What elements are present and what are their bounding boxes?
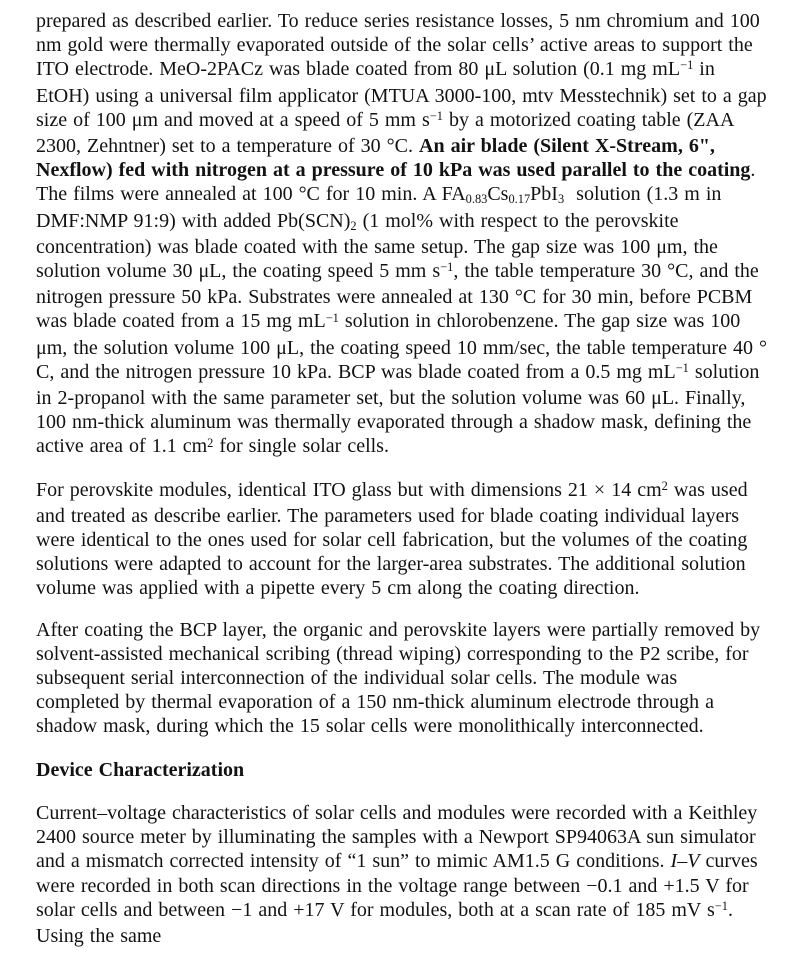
text-segment: .	[727, 898, 733, 921]
text-line	[36, 209, 774, 235]
text-segment: solution volume 30 μL, the coating speed 5 mm s	[36, 260, 441, 283]
text-line	[36, 235, 774, 259]
text-segment: (1 mol% with respect to the perovskite	[356, 209, 679, 232]
text-line	[36, 285, 774, 309]
text-line	[36, 9, 774, 33]
text-segment: in 2-propanol with the same parameter set, but the solution volume was 60 μL. Finally,	[36, 387, 746, 410]
paragraph	[36, 9, 774, 461]
text-segment: were recorded in both scan directions in the voltage range between −0.1 and +1.5 V for	[36, 874, 749, 897]
paragraph	[36, 801, 774, 948]
text-segment: and treated as describe earlier. The parameters used for blade coating individual layers	[36, 504, 740, 527]
text-line	[36, 714, 774, 738]
text-segment: −1	[714, 898, 728, 913]
text-line	[36, 874, 774, 898]
text-segment: , the table temperature 30 °C, and the	[453, 260, 759, 283]
text-line	[36, 386, 774, 410]
text-segment: concentration) was blade coated with the same setup. The gap size was 100 μm, the	[36, 235, 718, 258]
text-segment: was blade coated from a 15 mg mL	[36, 310, 326, 333]
text-segment: Using the same	[36, 924, 162, 947]
text-segment: by a motorized coating table (ZAA	[442, 108, 735, 131]
text-segment: μm, the solution volume 100 μL, the coating speed 10 mm/sec, the table temperature 40 °	[36, 336, 767, 359]
text-segment: and a mismatch corrected intensity of “1 sun” to mimic AM1.5 G conditions.	[36, 850, 671, 873]
text-line	[36, 336, 774, 360]
text-segment: PbI	[530, 183, 558, 206]
text-segment: curves	[699, 850, 758, 873]
text-segment: 2300, Zehntner) set to a temperature of 30 °C.	[36, 135, 419, 158]
text-segment: volume was applied with a pipette every 5 cm along the coating direction.	[36, 577, 640, 600]
text-segment: was used	[667, 478, 748, 501]
text-segment: shadow mask, during which the 15 solar cells were monolithically interconnected.	[36, 715, 704, 738]
text-line	[36, 690, 774, 714]
text-segment: for single solar cells.	[213, 435, 389, 458]
text-segment: subsequent serial interconnection of the individual solar cells. The module was	[36, 667, 678, 690]
text-line	[36, 134, 774, 158]
text-line	[36, 478, 774, 504]
text-segment: Device Characterization	[36, 758, 245, 781]
text-segment: were identical to the ones used for solar cell fabrication, but the volumes of the coating	[36, 529, 748, 552]
text-segment: active area of 1.1 cm	[36, 435, 208, 458]
text-segment: −1	[680, 58, 694, 73]
text-line	[36, 33, 774, 57]
text-segment: 100 nm-thick aluminum was thermally evaporated through a shadow mask, defining the	[36, 411, 752, 434]
text-segment: solvent-assisted mechanical scribing (thread wiping) corresponding to the P2 scribe, for	[36, 642, 749, 665]
text-line	[36, 825, 774, 849]
text-segment: Nexflow) fed with nitrogen at a pressure of 10 kPa was used parallel to the coating	[36, 159, 751, 182]
text-segment: completed by thermal evaporation of a 150 nm-thick aluminum electrode through a	[36, 691, 715, 714]
text-line	[36, 898, 774, 924]
text-segment: After coating the BCP layer, the organic and perovskite layers were partially removed by	[36, 618, 761, 641]
text-line	[36, 528, 774, 552]
text-line	[36, 182, 774, 208]
text-segment: nm gold were thermally evaporated outside of the solar cells’ active areas to support the	[36, 34, 753, 57]
section-heading	[36, 758, 774, 782]
text-segment: An air blade (Silent X-Stream, 6",	[419, 135, 715, 158]
text-segment: C, and the nitrogen pressure 10 kPa. BCP was blade coated from a 0.5 mg mL	[36, 360, 676, 383]
text-line	[36, 666, 774, 690]
text-segment: −1	[440, 260, 454, 275]
text-segment: solutions were adapted to account for the larger-area substrates. The additional solution	[36, 553, 746, 576]
text-segment: Current–voltage characteristics of solar cells and modules were recorded with a Keithley	[36, 801, 758, 824]
text-segment: −1	[675, 360, 689, 375]
text-line	[36, 434, 774, 460]
text-line	[36, 84, 774, 108]
text-line	[36, 360, 774, 386]
text-segment: I–V	[670, 850, 700, 873]
text-line	[36, 642, 774, 666]
text-segment: 2	[207, 435, 214, 450]
text-line	[36, 410, 774, 434]
text-line	[36, 924, 774, 948]
text-segment: solution in chlorobenzene. The gap size was 100	[338, 310, 741, 333]
text-line	[36, 801, 774, 825]
text-segment: nitrogen pressure 50 kPa. Substrates were annealed at 130 °C for 30 min, before PCBM	[36, 286, 753, 309]
text-segment: −1	[325, 310, 339, 325]
text-line	[36, 309, 774, 335]
text-line	[36, 758, 774, 782]
text-segment: size of 100 μm and moved at a speed of 5 mm s	[36, 108, 430, 131]
text-segment: For perovskite modules, identical ITO glass but with dimensions 21 × 14 cm	[36, 478, 662, 501]
text-segment: 2400 source meter by illuminating the samples with a Newport SP94063A sun simulator	[36, 826, 756, 849]
paragraph	[36, 478, 774, 601]
text-line	[36, 108, 774, 134]
text-line	[36, 158, 774, 182]
text-line	[36, 504, 774, 528]
text-line	[36, 259, 774, 285]
text-segment: 0.17	[508, 192, 531, 207]
paragraph	[36, 618, 774, 739]
text-segment: −1	[429, 108, 443, 123]
text-segment: solution (1.3 m in	[564, 183, 722, 206]
text-segment: in	[693, 58, 715, 81]
text-segment: DMF:NMP 91:9) with added Pb(SCN)	[36, 209, 351, 232]
text-line	[36, 849, 774, 873]
text-segment: EtOH) using a universal film applicator (MTUA 3000-100, mtv Messtechnik) set to a gap	[36, 84, 767, 107]
text-line	[36, 57, 774, 83]
text-segment: 2	[350, 218, 357, 233]
text-segment: ITO electrode. MeO-2PACz was blade coated from 80 μL solution (0.1 mg mL	[36, 58, 681, 81]
text-segment: Cs	[487, 183, 509, 206]
text-line	[36, 552, 774, 576]
document-content	[36, 9, 774, 948]
text-line	[36, 576, 774, 600]
text-segment: prepared as described earlier. To reduce series resistance losses, 5 nm chromium and 100	[36, 10, 760, 32]
text-segment: 0.83	[465, 192, 488, 207]
text-segment: 3	[557, 192, 565, 207]
text-segment: The films were annealed at 100 °C for 10 min. A FA	[36, 183, 466, 206]
text-segment: solution	[688, 360, 760, 383]
text-line	[36, 618, 774, 642]
text-segment: .	[750, 159, 756, 182]
text-segment: solar cells and between −1 and +17 V for modules, both at a scan rate of 185 mV s	[36, 898, 715, 921]
text-segment: 2	[661, 478, 668, 493]
